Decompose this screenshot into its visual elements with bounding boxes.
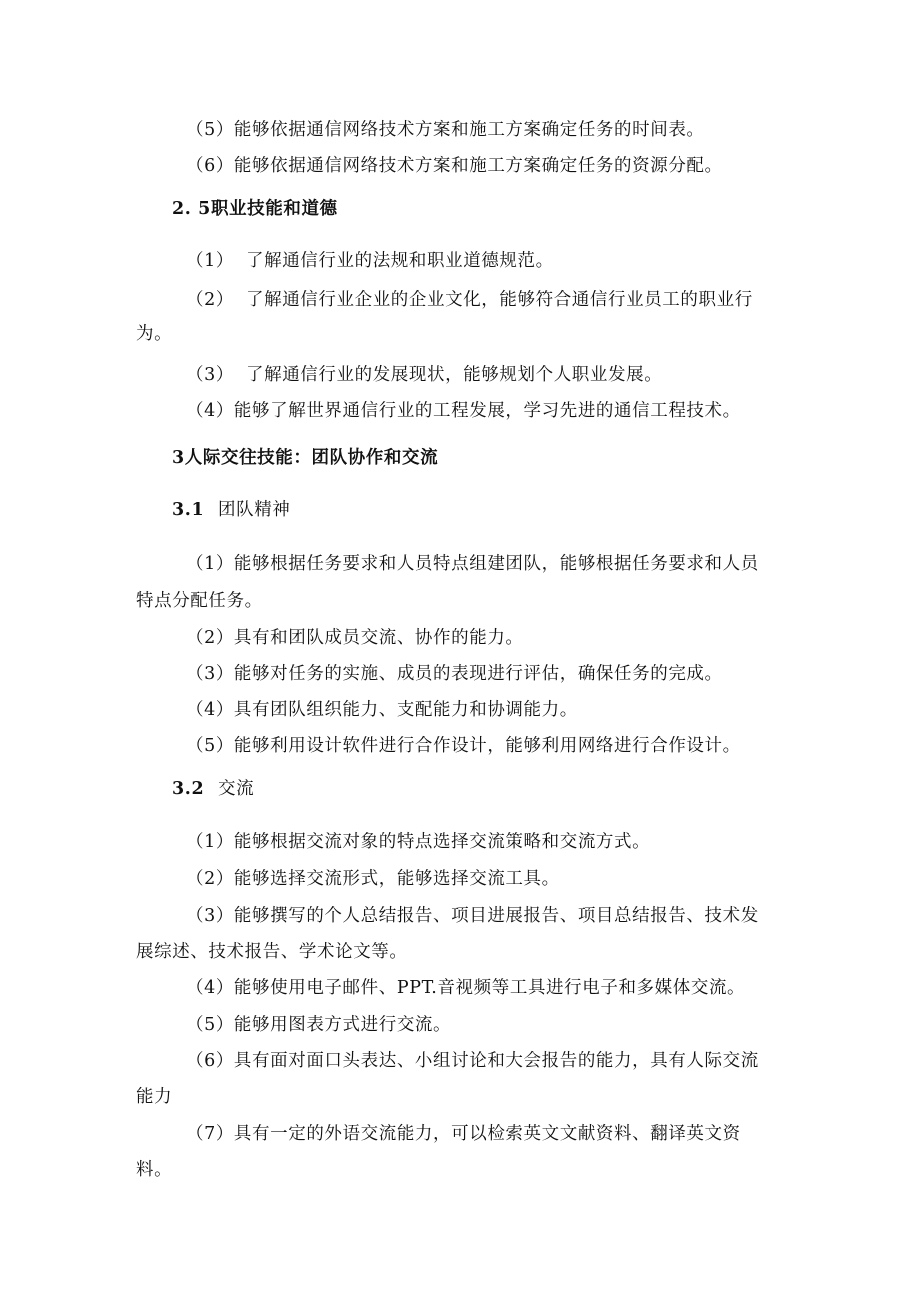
list-item-number: （3） [186, 365, 234, 385]
list-item: （3）能够对任务的实施、成员的表现进行评估，确保任务的完成。 [186, 664, 723, 684]
list-item: （2）具有和团队成员交流、协作的能力。 [186, 628, 524, 648]
list-item: （7）具有一定的外语交流能力，可以检索英文文献资料、翻译英文资 [186, 1124, 741, 1144]
list-item: （1）能够根据任务要求和人员特点组建团队，能够根据任务要求和人员 [186, 554, 759, 574]
list-item-continuation: 料。 [136, 1160, 173, 1180]
list-item: （6）具有面对面口头表达、小组讨论和大会报告的能力，具有人际交流 [186, 1051, 759, 1071]
section-number: 3.2 [172, 779, 205, 799]
list-item-text: 了解通信行业的法规和职业道德规范。 [246, 251, 554, 271]
list-item-text: 了解通信行业企业的企业文化，能够符合通信行业员工的职业行 [246, 290, 753, 310]
list-item: （4）能够使用电子邮件、PPT.音视频等工具进行电子和多媒体交流。 [186, 978, 746, 998]
section-heading-2-5: 2. 5职业技能和道德 [172, 199, 338, 219]
list-item-continuation: 特点分配任务。 [136, 591, 263, 611]
list-item: （6）能够依据通信网络技术方案和施工方案确定任务的资源分配。 [186, 156, 723, 176]
section-title: 交流 [218, 779, 255, 799]
list-item-text: 了解通信行业的发展现状，能够规划个人职业发展。 [246, 365, 663, 385]
list-item-continuation: 展综述、技术报告、学术论文等。 [136, 942, 408, 962]
list-item: （2）能够选择交流形式，能够选择交流工具。 [186, 869, 560, 889]
list-item [186, 363, 662, 387]
list-item-continuation: 为。 [136, 324, 173, 344]
section-heading-3: 3人际交往技能：团队协作和交流 [172, 448, 439, 468]
section-heading-3-1 [172, 498, 290, 522]
list-item [186, 288, 753, 312]
list-item: （4）能够了解世界通信行业的工程发展，学习先进的通信工程技术。 [186, 401, 741, 421]
section-heading-3-2 [172, 777, 254, 801]
section-number: 3.1 [172, 500, 205, 520]
list-item-number: （2） [186, 290, 234, 310]
list-item: （3）能够撰写的个人总结报告、项目进展报告、项目总结报告、技术发 [186, 906, 759, 926]
list-item: （5）能够依据通信网络技术方案和施工方案确定任务的时间表。 [186, 120, 705, 140]
list-item: （5）能够利用设计软件进行合作设计，能够利用网络进行合作设计。 [186, 736, 741, 756]
list-item: （5）能够用图表方式进行交流。 [186, 1015, 452, 1035]
list-item-continuation: 能力 [136, 1087, 173, 1107]
list-item: （4）具有团队组织能力、支配能力和协调能力。 [186, 700, 578, 720]
list-item [186, 249, 554, 273]
list-item-number: （1） [186, 251, 234, 271]
list-item: （1）能够根据交流对象的特点选择交流策略和交流方式。 [186, 832, 651, 852]
section-title: 团队精神 [218, 500, 291, 520]
